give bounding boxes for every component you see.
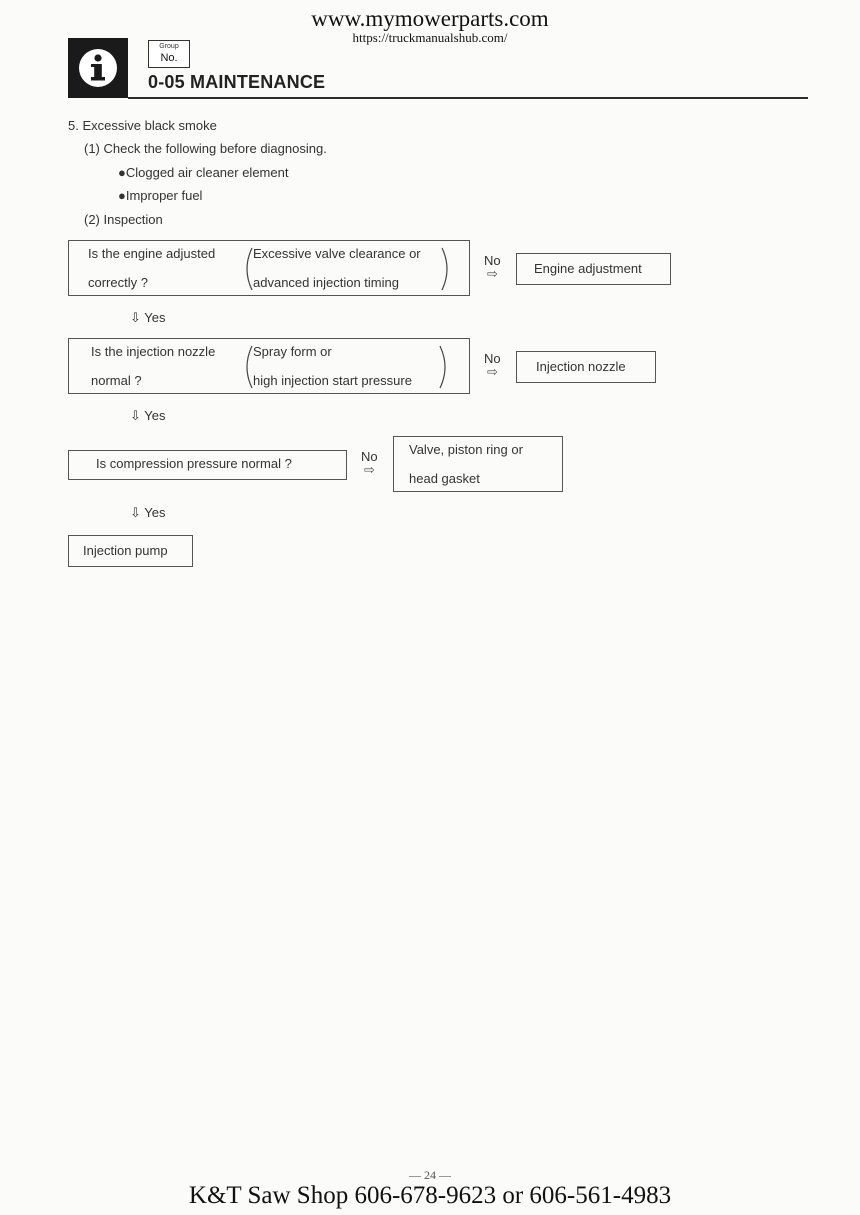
info-icon	[68, 38, 128, 98]
step-2-text: (2) Inspection	[84, 212, 163, 227]
right-bracket	[440, 246, 454, 292]
watermark-site: www.mymowerparts.com	[311, 6, 549, 31]
group-number-box	[148, 40, 190, 68]
right-bracket	[438, 344, 452, 390]
question-2-line-2: normal ?	[91, 373, 142, 388]
no-label-1: No	[484, 253, 501, 268]
group-word: Group	[159, 43, 179, 50]
left-bracket	[240, 246, 254, 292]
question-2-line-1: Is the injection nozzle	[91, 344, 216, 359]
section-heading: 5. Excessive black smoke	[68, 118, 217, 133]
arrow-right-icon: ⇨	[487, 364, 498, 379]
result-engine-adjustment: Engine adjustment	[534, 261, 642, 276]
page-number: — 24 —	[409, 1168, 451, 1182]
question-1-line-2: correctly ?	[88, 275, 148, 290]
yes-label-1: ⇩ Yes	[130, 310, 166, 325]
arrow-right-icon: ⇨	[487, 266, 498, 281]
question-1-note-2: advanced injection timing	[253, 275, 399, 290]
check-item-air-cleaner: ●Clogged air cleaner element	[118, 165, 289, 180]
yes-label-2: ⇩ Yes	[130, 408, 166, 423]
question-1-note-1: Excessive valve clearance or	[253, 246, 421, 261]
question-3-line-1: Is compression pressure normal ?	[96, 456, 292, 471]
result-valve-line-1: Valve, piston ring or	[409, 442, 523, 457]
no-label-3: No	[361, 449, 378, 464]
footer-shop-contact: K&T Saw Shop 606-678-9623 or 606-561-4983	[188, 1182, 672, 1209]
yes-label-3: ⇩ Yes	[130, 505, 166, 520]
question-2-note-1: Spray form or	[253, 344, 332, 359]
step-1-text: (1) Check the following before diagnosing.	[84, 141, 327, 156]
question-2-note-2: high injection start pressure	[253, 373, 412, 388]
left-bracket	[240, 344, 254, 390]
result-valve-line-2: head gasket	[409, 471, 480, 486]
page-title: 0-05 MAINTENANCE	[148, 72, 326, 92]
final-injection-pump: Injection pump	[83, 543, 168, 558]
group-no: No.	[160, 52, 178, 64]
result-injection-nozzle: Injection nozzle	[536, 359, 626, 374]
no-label-2: No	[484, 351, 501, 366]
watermark-url: https://truckmanualshub.com/	[352, 30, 508, 45]
arrow-right-icon: ⇨	[364, 462, 375, 477]
question-1-line-1: Is the engine adjusted	[88, 246, 216, 261]
check-item-fuel: ●Improper fuel	[118, 188, 203, 203]
header-divider	[128, 97, 808, 99]
